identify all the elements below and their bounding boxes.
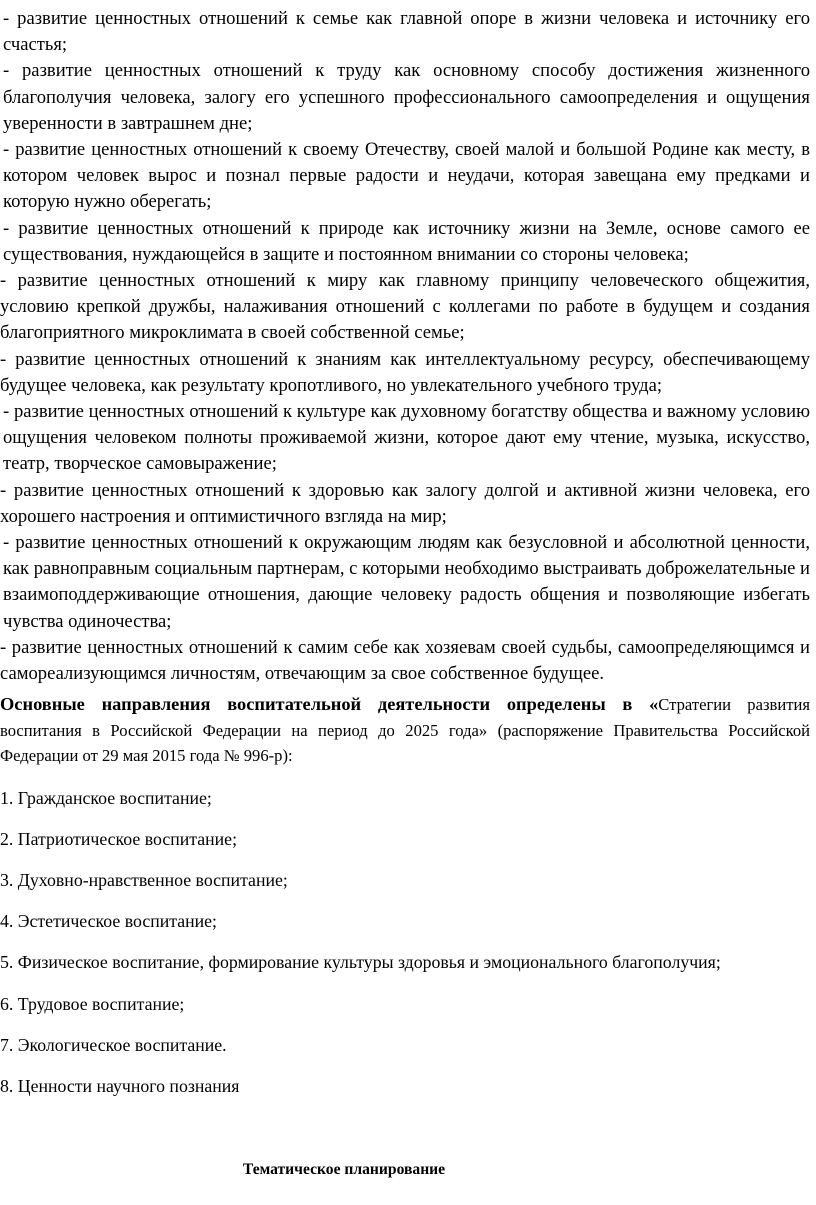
directions-intro-text: Стратегии развития воспитания в Российской Федерации на период до 2025 года» (распоряжение Правительства Российской Федерации от 29 мая 2015 года № 996-р): (0, 695, 810, 766)
list-item: - развитие ценностных отношений к миру как главному принципу человеческого общежития, условию крепкой дружбы, налаживания отношений с коллегами по работе в будущем и создания благоприятного микроклимата в своей собственной семье; (0, 270, 810, 344)
section-heading: Тематическое планирование (242, 1161, 446, 1178)
list-item: - развитие ценностных отношений к культуре как духовному богатству общества и важному условию ощущения человеком полноты проживаемой жизни, которое дают ему чтение, музыка, искусство, театр, творческое самовыражение; (3, 401, 810, 475)
list-item: 5. Физическое воспитание, формирование культуры здоровья и эмоционального благополучия; (0, 952, 721, 973)
list-item: 3. Духовно-нравственное воспитание; (0, 869, 288, 890)
list-item: 6. Трудовое воспитание; (0, 993, 185, 1014)
list-item: 8. Ценности научного познания (0, 1075, 240, 1096)
list-item: 4. Эстетическое воспитание; (0, 911, 217, 932)
list-item: - развитие ценностных отношений к самим себе как хозяевам своей судьбы, самоопределяющимся и самореализующимся личностям, отвечающим за свое собственное будущее. (0, 636, 810, 685)
list-item: - развитие ценностных отношений к природе как источнику жизни на Земле, основе самого ее существования, нуждающейся в защите и постоянном внимании со стороны человека; (3, 217, 810, 265)
list-item: - развитие ценностных отношений к своему Отечеству, своей малой и большой Родине как месту, в котором человек вырос и познал первые радости и неудачи, которая завещана ему предками и которую нужно оберегать; (3, 139, 810, 213)
value-relations-list (0, 6, 810, 687)
list-item: - развитие ценностных отношений к труду как основному способу достижения жизненного благополучия человека, залогу его успешного профессионального самоопределения и ощущения уверенности в завтрашнем дне; (3, 60, 810, 134)
list-item: 1. Гражданское воспитание; (0, 787, 212, 808)
directions-intro (0, 692, 810, 768)
list-item: - развитие ценностных отношений к окружающим людям как безусловной и абсолютной ценности, как равноправным социальным партнерам, с которыми необходимо выстраивать доброжелательные и взаимоподдерживающие отношения, дающие человеку радость общения и позволяющие избегать чувства одиночества; (3, 532, 810, 632)
list-item: - развитие ценностных отношений к знаниям как интеллектуальному ресурсу, обеспечивающему будущее человека, как результату кропотливого, но увлекательного учебного труда; (0, 348, 810, 396)
list-item: 2. Патриотическое воспитание; (0, 828, 238, 849)
list-item: 7. Экологическое воспитание. (0, 1034, 227, 1055)
directions-list (0, 785, 810, 1100)
directions-intro-bold: Основные направления воспитательной деятельности определены в « (0, 694, 659, 715)
list-item: - развитие ценностных отношений к семье как главной опоре в жизни человека и источнику его счастья; (3, 8, 810, 56)
list-item: - развитие ценностных отношений к здоровью как залогу долгой и активной жизни человека, его хорошего настроения и оптимистичного взгляда на мир; (0, 479, 810, 527)
